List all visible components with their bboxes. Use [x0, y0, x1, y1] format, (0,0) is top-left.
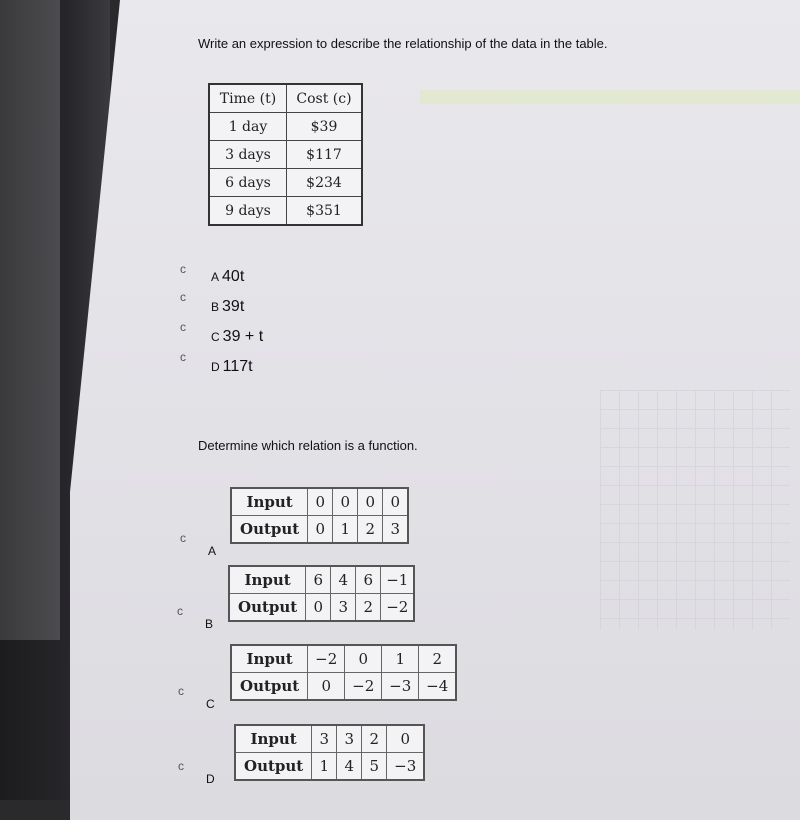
relation-letter-a: A: [208, 544, 217, 558]
table-cell: 0: [387, 725, 425, 753]
table-cell: 6 days: [209, 169, 287, 197]
table-cell: −2: [345, 673, 382, 701]
table-row: [209, 169, 362, 197]
relation-table-d: [234, 724, 425, 781]
radio-option-a[interactable]: c: [180, 262, 186, 276]
bleed-through-grid: [600, 390, 790, 630]
output-label: Output: [235, 753, 312, 781]
table-cell: 0: [345, 645, 382, 673]
input-label: Input: [231, 488, 308, 516]
table-cell: $39: [287, 113, 363, 141]
table-cell: 0: [308, 516, 333, 544]
table-cell: 0: [383, 488, 409, 516]
input-label: Input: [229, 566, 306, 594]
radio-option-c[interactable]: c: [180, 320, 186, 334]
relation-table-b: [228, 565, 415, 622]
table-cell: 3: [383, 516, 409, 544]
table-cell: 2: [362, 725, 387, 753]
header-cost: Cost (c): [287, 84, 363, 113]
relation-table-c: [230, 644, 457, 701]
question-1-prompt: Write an expression to describe the relationship of the data in the table.: [198, 36, 608, 51]
input-row: [229, 566, 414, 594]
radio-relation-c[interactable]: c: [178, 684, 184, 698]
option-letter: B: [211, 300, 220, 314]
table-cell: 0: [306, 594, 331, 622]
option-letter: D: [211, 360, 220, 374]
table-cell: 4: [331, 566, 356, 594]
radio-relation-a[interactable]: c: [180, 531, 186, 545]
table-cell: 2: [356, 594, 381, 622]
bleed-through-highlight: [420, 90, 800, 104]
table-row: [209, 113, 362, 141]
table-cell: −4: [419, 673, 457, 701]
table-row: [209, 197, 362, 226]
relation-letter-c: C: [206, 697, 215, 711]
table-cell: 3: [312, 725, 337, 753]
table-cell: $117: [287, 141, 363, 169]
option-letter: A: [211, 270, 220, 284]
output-row: [231, 673, 456, 701]
option-letter: C: [211, 330, 220, 344]
table-cell: 3: [337, 725, 362, 753]
table-cell: 0: [333, 488, 358, 516]
table-cell: −1: [381, 566, 415, 594]
option-c[interactable]: [211, 328, 263, 346]
input-row: [231, 488, 408, 516]
table-cell: 6: [356, 566, 381, 594]
table-cell: 2: [358, 516, 383, 544]
table-cell: $351: [287, 197, 363, 226]
time-cost-table: [208, 83, 363, 226]
output-row: [235, 753, 424, 781]
relation-table-a: [230, 487, 409, 544]
output-row: [231, 516, 408, 544]
output-row: [229, 594, 414, 622]
table-cell: 2: [419, 645, 457, 673]
table-cell: $234: [287, 169, 363, 197]
option-a[interactable]: [211, 268, 244, 286]
table-cell: 6: [306, 566, 331, 594]
table-cell: 1: [333, 516, 358, 544]
option-d[interactable]: [211, 358, 253, 376]
table-cell: 1: [312, 753, 337, 781]
table-cell: 4: [337, 753, 362, 781]
input-row: [235, 725, 424, 753]
radio-relation-d[interactable]: c: [178, 759, 184, 773]
table-header-row: [209, 84, 362, 113]
table-cell: 3: [331, 594, 356, 622]
table-cell: 9 days: [209, 197, 287, 226]
radio-option-b[interactable]: c: [180, 290, 186, 304]
table-cell: 1: [382, 645, 419, 673]
table-cell: 5: [362, 753, 387, 781]
table-cell: 0: [358, 488, 383, 516]
table-cell: −3: [382, 673, 419, 701]
table-row: [209, 141, 362, 169]
option-text: 40t: [222, 268, 245, 285]
relation-letter-d: D: [206, 772, 215, 786]
table-cell: 0: [308, 488, 333, 516]
table-cell: −3: [387, 753, 425, 781]
question-2-prompt: Determine which relation is a function.: [198, 438, 418, 453]
option-text: 39 + t: [222, 328, 264, 345]
output-label: Output: [231, 673, 308, 701]
option-text: 117t: [222, 358, 253, 375]
radio-option-d[interactable]: c: [180, 350, 186, 364]
input-label: Input: [235, 725, 312, 753]
table-cell: −2: [308, 645, 345, 673]
table-cell: 3 days: [209, 141, 287, 169]
header-time: Time (t): [209, 84, 287, 113]
table-cell: 1 day: [209, 113, 287, 141]
radio-relation-b[interactable]: c: [177, 604, 183, 618]
input-row: [231, 645, 456, 673]
output-label: Output: [231, 516, 308, 544]
binder-edge: [0, 0, 60, 640]
table-cell: −2: [381, 594, 415, 622]
option-b[interactable]: [211, 298, 244, 316]
table-cell: 0: [308, 673, 345, 701]
option-text: 39t: [222, 298, 245, 315]
relation-letter-b: B: [205, 617, 214, 631]
input-label: Input: [231, 645, 308, 673]
output-label: Output: [229, 594, 306, 622]
